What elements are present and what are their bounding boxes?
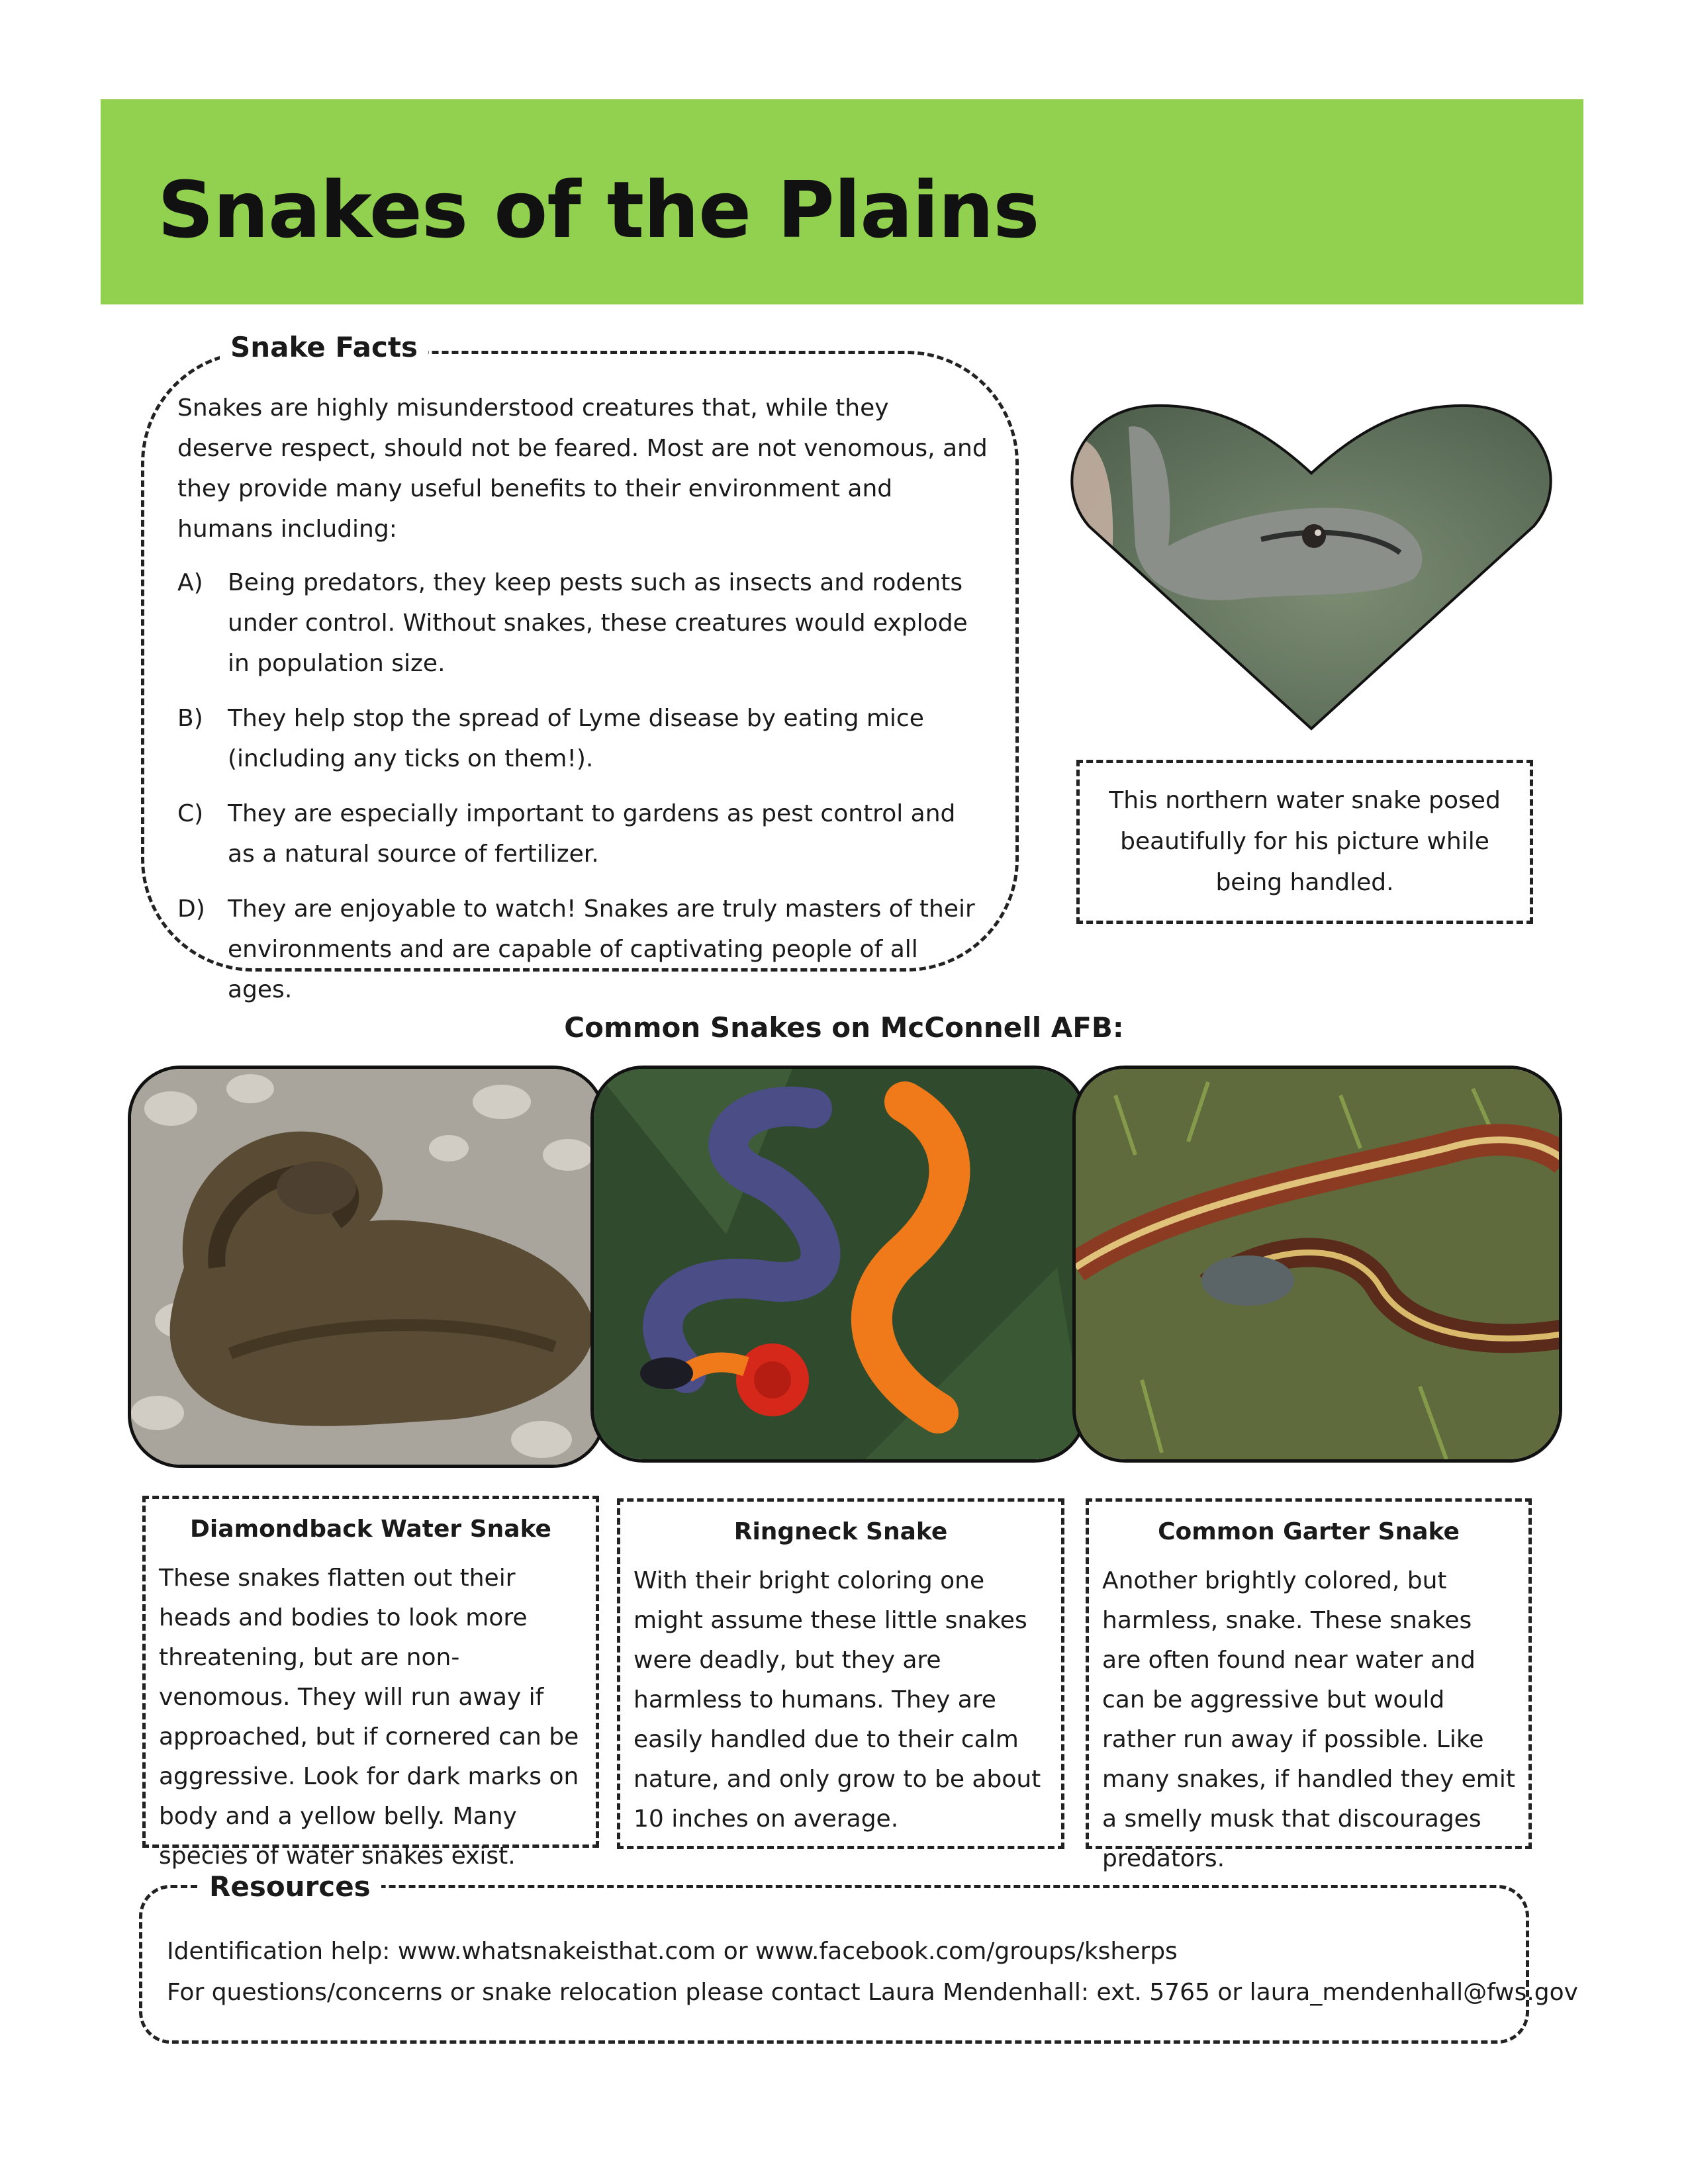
photo-caption-box [1076,760,1533,924]
heart-snake-photo [1062,400,1560,733]
diamondback-illustration [131,1069,606,1468]
fact-letter: A) [177,569,203,596]
snake-description: These snakes flatten out their heads and bodies to look more threatening, but are non-venomous. They will run away if approached, but if cornered can be aggressive. Look for dark marks on body and a yellow belly. Many species of water snakes exist. [159,1565,579,1870]
fact-text: Being predators, they keep pests such as insects and rodents under control. Without snakes, these creatures would explode in population size. [228,569,968,677]
fact-letter: C) [177,800,204,827]
facts-list [177,563,989,1010]
resources-legend: Resources [199,1870,381,1903]
fact-item [177,794,989,874]
contact-line: For questions/concerns or snake relocation please contact Laura Mendenhall: ext. 5765 or laura_mendenhall@fws.gov [167,1979,1578,2006]
header-banner [101,99,1583,304]
common-snakes-title: Common Snakes on McConnell AFB: [564,1011,1124,1044]
fact-letter: B) [177,705,203,732]
snake-description: Another brightly colored, but harmless, snake. These snakes are often found near water and can be aggressive but would rather run away if possible. Like many snakes, if handled they emit a smelly musk that discourages predators. [1102,1567,1515,1872]
facts-intro: Snakes are highly misunderstood creatures that, while they deserve respect, should not be feared. Most are not venomous, and they provide many useful benefits to their environment and humans including: [177,394,988,543]
snake-name: Diamondback Water Snake [190,1516,551,1543]
diamondback-card [142,1496,599,1870]
snake-description: With their bright coloring one might assume these little snakes were deadly, but they are harmless to humans. They are easily handled due to their calm nature, and only grow to be about 10 inches on average. [633,1567,1041,1833]
fact-text: They help stop the spread of Lyme disease by eating mice (including any ticks on them!). [228,705,924,772]
ringneck-snake-photo [590,1066,1087,1463]
identification-help-line: Identification help: www.whatsnakeisthat.com or www.facebook.com/groups/ksherps [167,1938,1178,1965]
diamondback-water-snake-photo [128,1066,606,1468]
garter-illustration [1076,1069,1562,1463]
snake-facts-legend: Snake Facts [220,331,428,363]
fact-item [177,563,989,684]
fact-letter: D) [177,895,205,923]
fact-item [177,889,989,1010]
snake-facts-content [177,388,989,1024]
fact-item [177,698,989,779]
snake-name: Common Garter Snake [1158,1518,1460,1545]
snake-name: Ringneck Snake [733,1518,948,1545]
ringneck-illustration [594,1069,1087,1463]
fact-text: They are enjoyable to watch! Snakes are truly masters of their environments and are capable of captivating people of all ages. [228,895,975,1003]
resources-content [167,1931,1578,2013]
fact-text: They are especially important to gardens as pest control and as a natural source of fertilizer. [228,800,956,868]
garter-card [1086,1498,1532,1872]
photo-caption: This northern water snake posed beautifully for his picture while being handled. [1109,787,1501,896]
page-title: Snakes of the Plains [158,164,1039,255]
common-garter-snake-photo [1072,1066,1562,1463]
ringneck-card [617,1498,1064,1849]
